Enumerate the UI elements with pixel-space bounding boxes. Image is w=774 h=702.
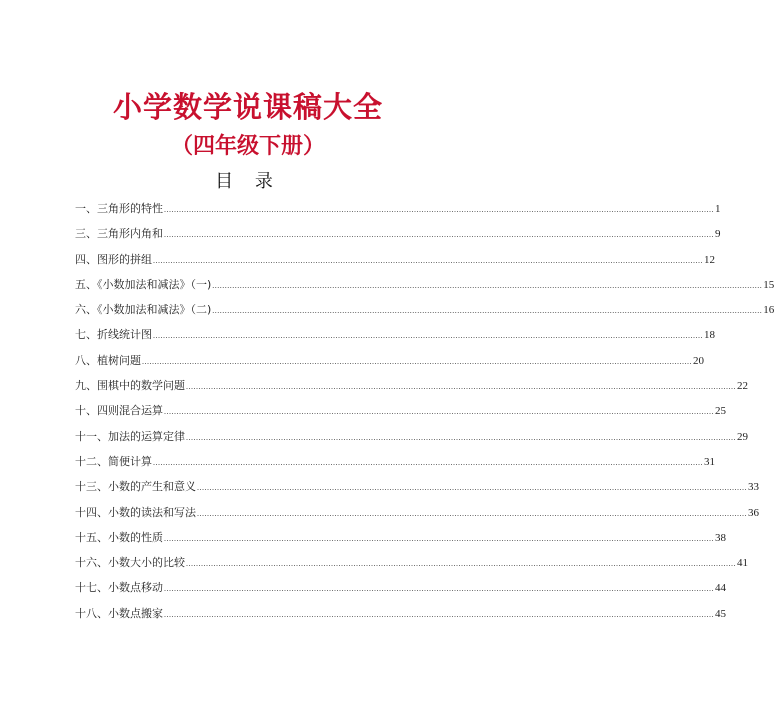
toc-entry-label: 十一、加法的运算定律 <box>75 429 185 443</box>
toc-dot-leader: ............................................................................................................................................................................................................................ <box>212 306 763 316</box>
toc-entry-label: 三、三角形内角和 <box>75 227 163 241</box>
toc-entry-page-number: 41 <box>737 557 748 570</box>
toc-entry-label: 九、围棋中的数学问题 <box>75 379 185 393</box>
toc-entry-page-number: 9 <box>715 228 721 241</box>
toc-entry-label: 十六、小数大小的比较 <box>75 556 185 570</box>
toc-dot-leader: ............................................................................................................................................................................................................................ <box>153 457 703 467</box>
toc-heading: 目 录 <box>215 171 281 192</box>
toc-dot-leader: ............................................................................................................................................................................................................................ <box>153 331 703 341</box>
toc-entry-page-number: 16 <box>763 304 774 317</box>
toc-entry[interactable] <box>75 297 774 322</box>
toc-entry[interactable] <box>75 373 748 398</box>
toc-entry[interactable] <box>75 500 759 525</box>
toc-dot-leader: ............................................................................................................................................................................................................................ <box>164 533 714 543</box>
toc-entry-label: 十七、小数点移动 <box>75 581 163 595</box>
toc-entry[interactable] <box>75 348 704 373</box>
toc-entry-page-number: 1 <box>715 203 721 215</box>
document-subtitle: （四年级下册） <box>170 134 325 159</box>
toc-entry-label: 十二、简便计算 <box>75 454 152 468</box>
document-title: 小学数学说课稿大全 <box>112 90 383 124</box>
toc-entry-page-number: 15 <box>763 278 774 291</box>
toc-entry-label: 十四、小数的读法和写法 <box>75 505 196 519</box>
toc-dot-leader: ............................................................................................................................................................................................................................ <box>212 280 763 290</box>
toc-entry-page-number: 31 <box>704 455 715 468</box>
toc-entry[interactable] <box>75 322 715 347</box>
toc-entry-label: 十、四则混合运算 <box>75 404 163 418</box>
toc-entry-page-number: 38 <box>715 531 726 544</box>
toc-entry[interactable] <box>75 474 759 499</box>
toc-entry-label: 七、折线统计图 <box>75 328 152 342</box>
toc-entry-page-number: 29 <box>737 430 748 443</box>
toc-entry-page-number: 44 <box>715 582 726 595</box>
table-of-contents <box>75 196 774 626</box>
toc-entry-page-number: 12 <box>704 253 715 266</box>
toc-dot-leader: ............................................................................................................................................................................................................................ <box>164 407 714 417</box>
toc-dot-leader: ............................................................................................................................................................................................................................ <box>197 483 747 493</box>
toc-entry[interactable] <box>75 221 721 246</box>
toc-dot-leader: ............................................................................................................................................................................................................................ <box>186 382 736 392</box>
toc-dot-leader: ............................................................................................................................................................................................................................ <box>153 255 703 265</box>
toc-dot-leader: ............................................................................................................................................................................................................................ <box>186 559 736 569</box>
toc-entry-label: 十八、小数点搬家 <box>75 606 163 620</box>
toc-entry-label: 五、《小数加法和减法》（一) <box>75 277 212 291</box>
toc-entry-page-number: 25 <box>715 405 726 418</box>
toc-entry[interactable] <box>75 398 726 423</box>
toc-entry-label: 八、植树问题 <box>75 353 141 367</box>
toc-entry-page-number: 18 <box>704 329 715 342</box>
toc-dot-leader: ............................................................................................................................................................................................................................ <box>164 609 714 619</box>
toc-entry[interactable] <box>75 550 748 575</box>
toc-entry-label: 一、三角形的特性 <box>75 202 163 215</box>
toc-dot-leader: ............................................................................................................................................................................................................................ <box>186 432 736 442</box>
toc-dot-leader: ............................................................................................................................................................................................................................ <box>142 356 692 366</box>
toc-entry[interactable] <box>75 575 726 600</box>
toc-entry[interactable] <box>75 449 715 474</box>
toc-entry[interactable] <box>75 525 726 550</box>
toc-entry-page-number: 45 <box>715 607 726 620</box>
toc-entry-page-number: 33 <box>748 481 759 494</box>
toc-entry-label: 六、《小数加法和减法》（二) <box>75 303 212 317</box>
toc-entry[interactable] <box>75 424 748 449</box>
toc-entry-label: 十三、小数的产生和意义 <box>75 480 196 494</box>
toc-entry[interactable] <box>75 601 726 626</box>
toc-dot-leader: ............................................................................................................................................................................................................................ <box>164 584 714 594</box>
toc-entry[interactable] <box>75 272 774 297</box>
toc-entry[interactable] <box>75 196 721 221</box>
toc-dot-leader: ............................................................................................................................................................................................................................ <box>197 508 747 518</box>
toc-entry-page-number: 36 <box>748 506 759 519</box>
toc-entry-label: 四、图形的拼组 <box>75 252 152 266</box>
toc-dot-leader: ............................................................................................................................................................................................................................ <box>164 205 714 214</box>
toc-entry-page-number: 22 <box>737 380 748 393</box>
toc-entry-label: 十五、小数的性质 <box>75 530 163 544</box>
toc-dot-leader: ............................................................................................................................................................................................................................ <box>164 230 714 240</box>
toc-entry[interactable] <box>75 247 715 272</box>
toc-entry-page-number: 20 <box>693 354 704 367</box>
